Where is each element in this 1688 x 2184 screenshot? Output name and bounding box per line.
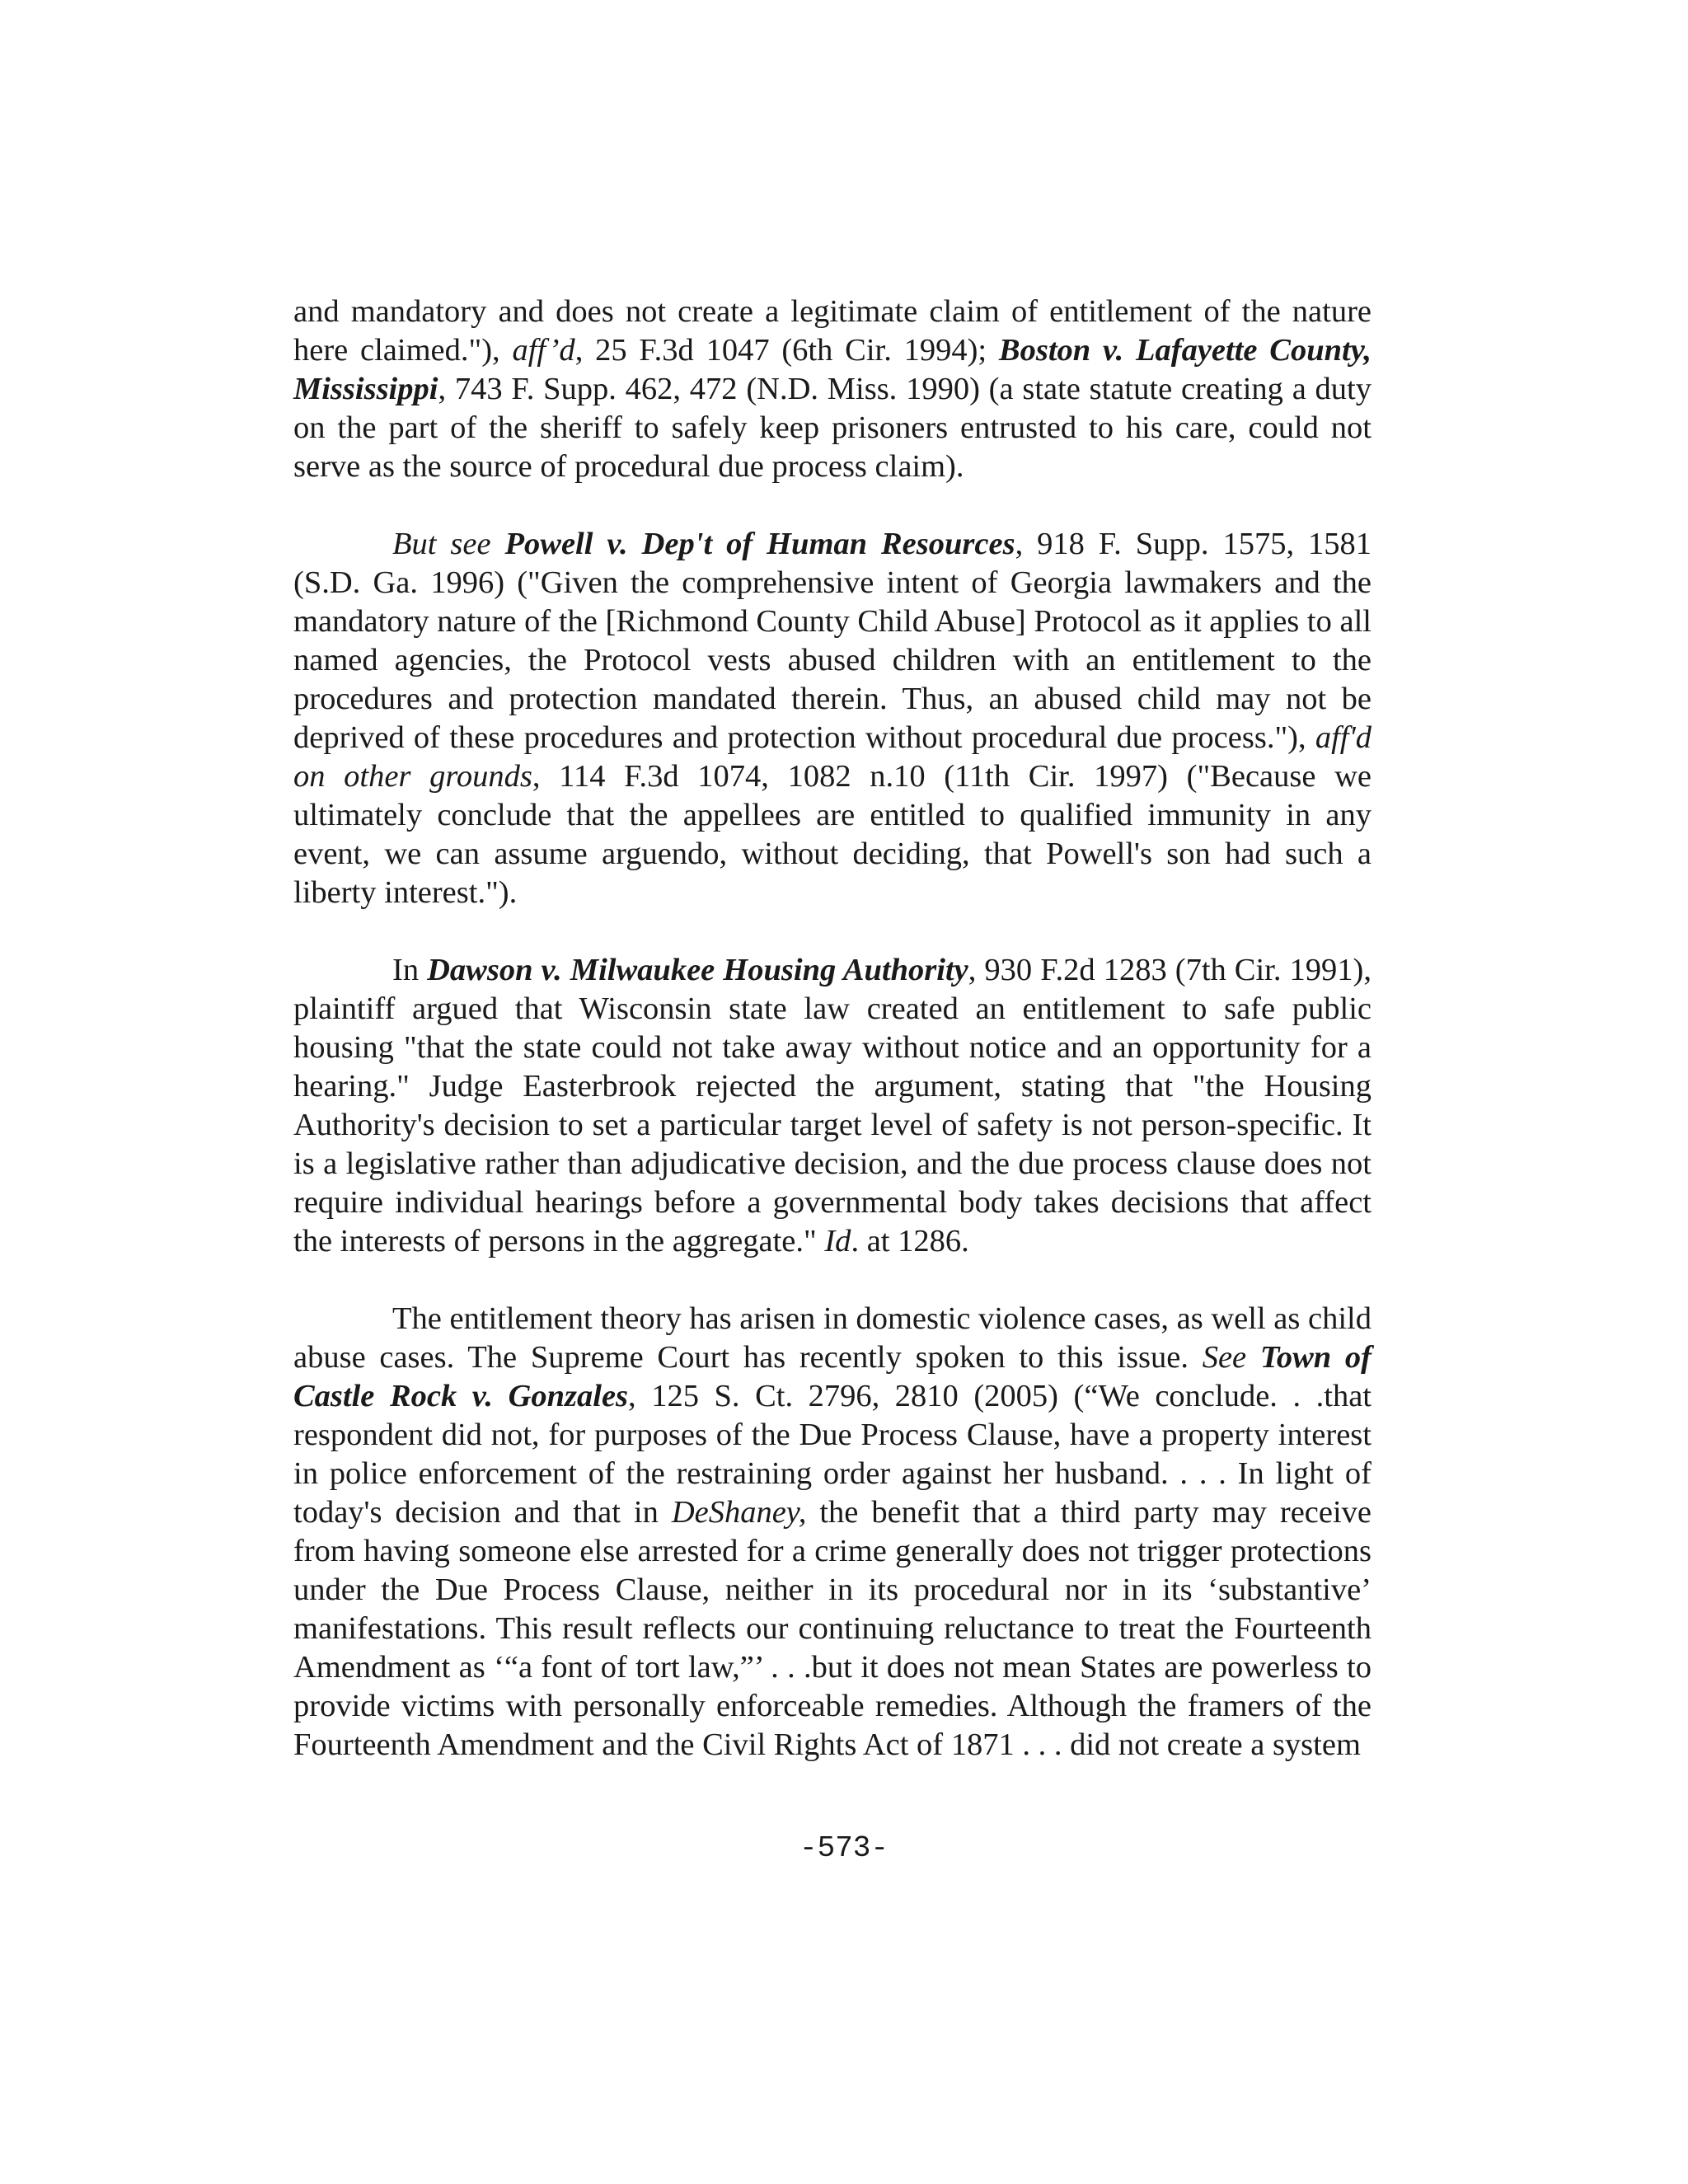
text-run: , 930 F.2d 1283 (7th Cir. 1991), plaintiff argued that Wisconsin state law created an entitlement to safe public housing "that the state could not take away without notice and an opportunity for a hearing." Judge Easterbrook rejected the argument, stating that "the Housing Authority's decision to set a particular target level of safety is not person-specific. It is a legislative rather than adjudicative decision, and the due process clause does not require individual hearings before a governmental body takes decisions that affect the interests of persons in the aggregate." <box>293 953 1372 1258</box>
text-run: , 743 F. Supp. 462, 472 (N.D. Miss. 1990) (a state statute creating a duty on the part of the sheriff to safely keep prisoners entrusted to his care, could not serve as the source of procedural due process claim). <box>293 372 1372 484</box>
citation-signal: But see <box>392 527 505 561</box>
paragraph-castle-rock <box>293 1300 1372 1765</box>
paragraph-powell <box>293 525 1372 912</box>
case-name: Dawson v. Milwaukee Housing Authority <box>427 953 968 987</box>
page-number: -573- <box>799 1831 889 1865</box>
citation-signal: Id <box>824 1224 851 1258</box>
citation-signal: aff'd on other grounds <box>293 720 1372 794</box>
citation-signal: aff’d <box>512 333 575 368</box>
case-name: Powell v. Dep't of Human Resources <box>504 527 1015 561</box>
text-run: In <box>392 953 428 987</box>
body-text <box>293 293 1372 1765</box>
text-run: the benefit that a third party may receive from having someone else arrested for a crime generally does not trigger protections under the Due Process Clause, neither in its procedural nor in its ‘substantive’ manifestations. This result reflects our continuing reluctance to treat the Fourteenth Amendment as ‘“a font of tort law,”’ . . .but it does not mean States are powerless to provide victims with personally enforceable remedies. Although the framers of the Fourteenth Amendment and the Civil Rights Act of 1871 . . . did not create a system <box>293 1495 1372 1762</box>
text-run: , 114 F.3d 1074, 1082 n.10 (11th Cir. 1997) ("Because we ultimately conclude that the appellees are entitled to qualified immunity in any event, we can assume arguendo, without deciding, that Powell's son had such a liberty interest."). <box>293 759 1372 910</box>
case-name: Boston v. Lafayette County, Mississippi <box>293 333 1372 406</box>
text-run: . at 1286. <box>851 1224 969 1258</box>
case-reference: DeShaney, <box>671 1495 807 1530</box>
paragraph-dawson <box>293 951 1372 1261</box>
text-run: The entitlement theory has arisen in domestic violence cases, as well as child abuse cases. The Supreme Court has recently spoken to this issue. <box>293 1301 1372 1375</box>
citation-signal: See <box>1202 1340 1260 1375</box>
text-run: , 918 F. Supp. 1575, 1581 (S.D. Ga. 1996) ("Given the comprehensive intent of Georgia lawmakers and the mandatory nature of the [Richmond County Child Abuse] Protocol as it applies to all named agencies, the Protocol vests abused children with an entitlement to the procedures and protection mandated therein. Thus, an abused child may not be deprived of these procedures and protection without procedural due process."), <box>293 527 1372 755</box>
text-run: and mandatory and does not create a legitimate claim of entitlement of the nature here claimed."), <box>293 294 1372 368</box>
text-run: , 125 S. Ct. 2796, 2810 (2005) (“We conclude. . .that respondent did not, for purposes of the Due Process Clause, have a property interest in police enforcement of the restraining order against her husband. . . . In light of today's decision and that in <box>293 1379 1372 1530</box>
paragraph-continuation <box>293 293 1372 486</box>
text-run: , 25 F.3d 1047 (6th Cir. 1994); <box>574 333 999 368</box>
case-name: Town of Castle Rock v. Gonzales <box>293 1340 1372 1413</box>
